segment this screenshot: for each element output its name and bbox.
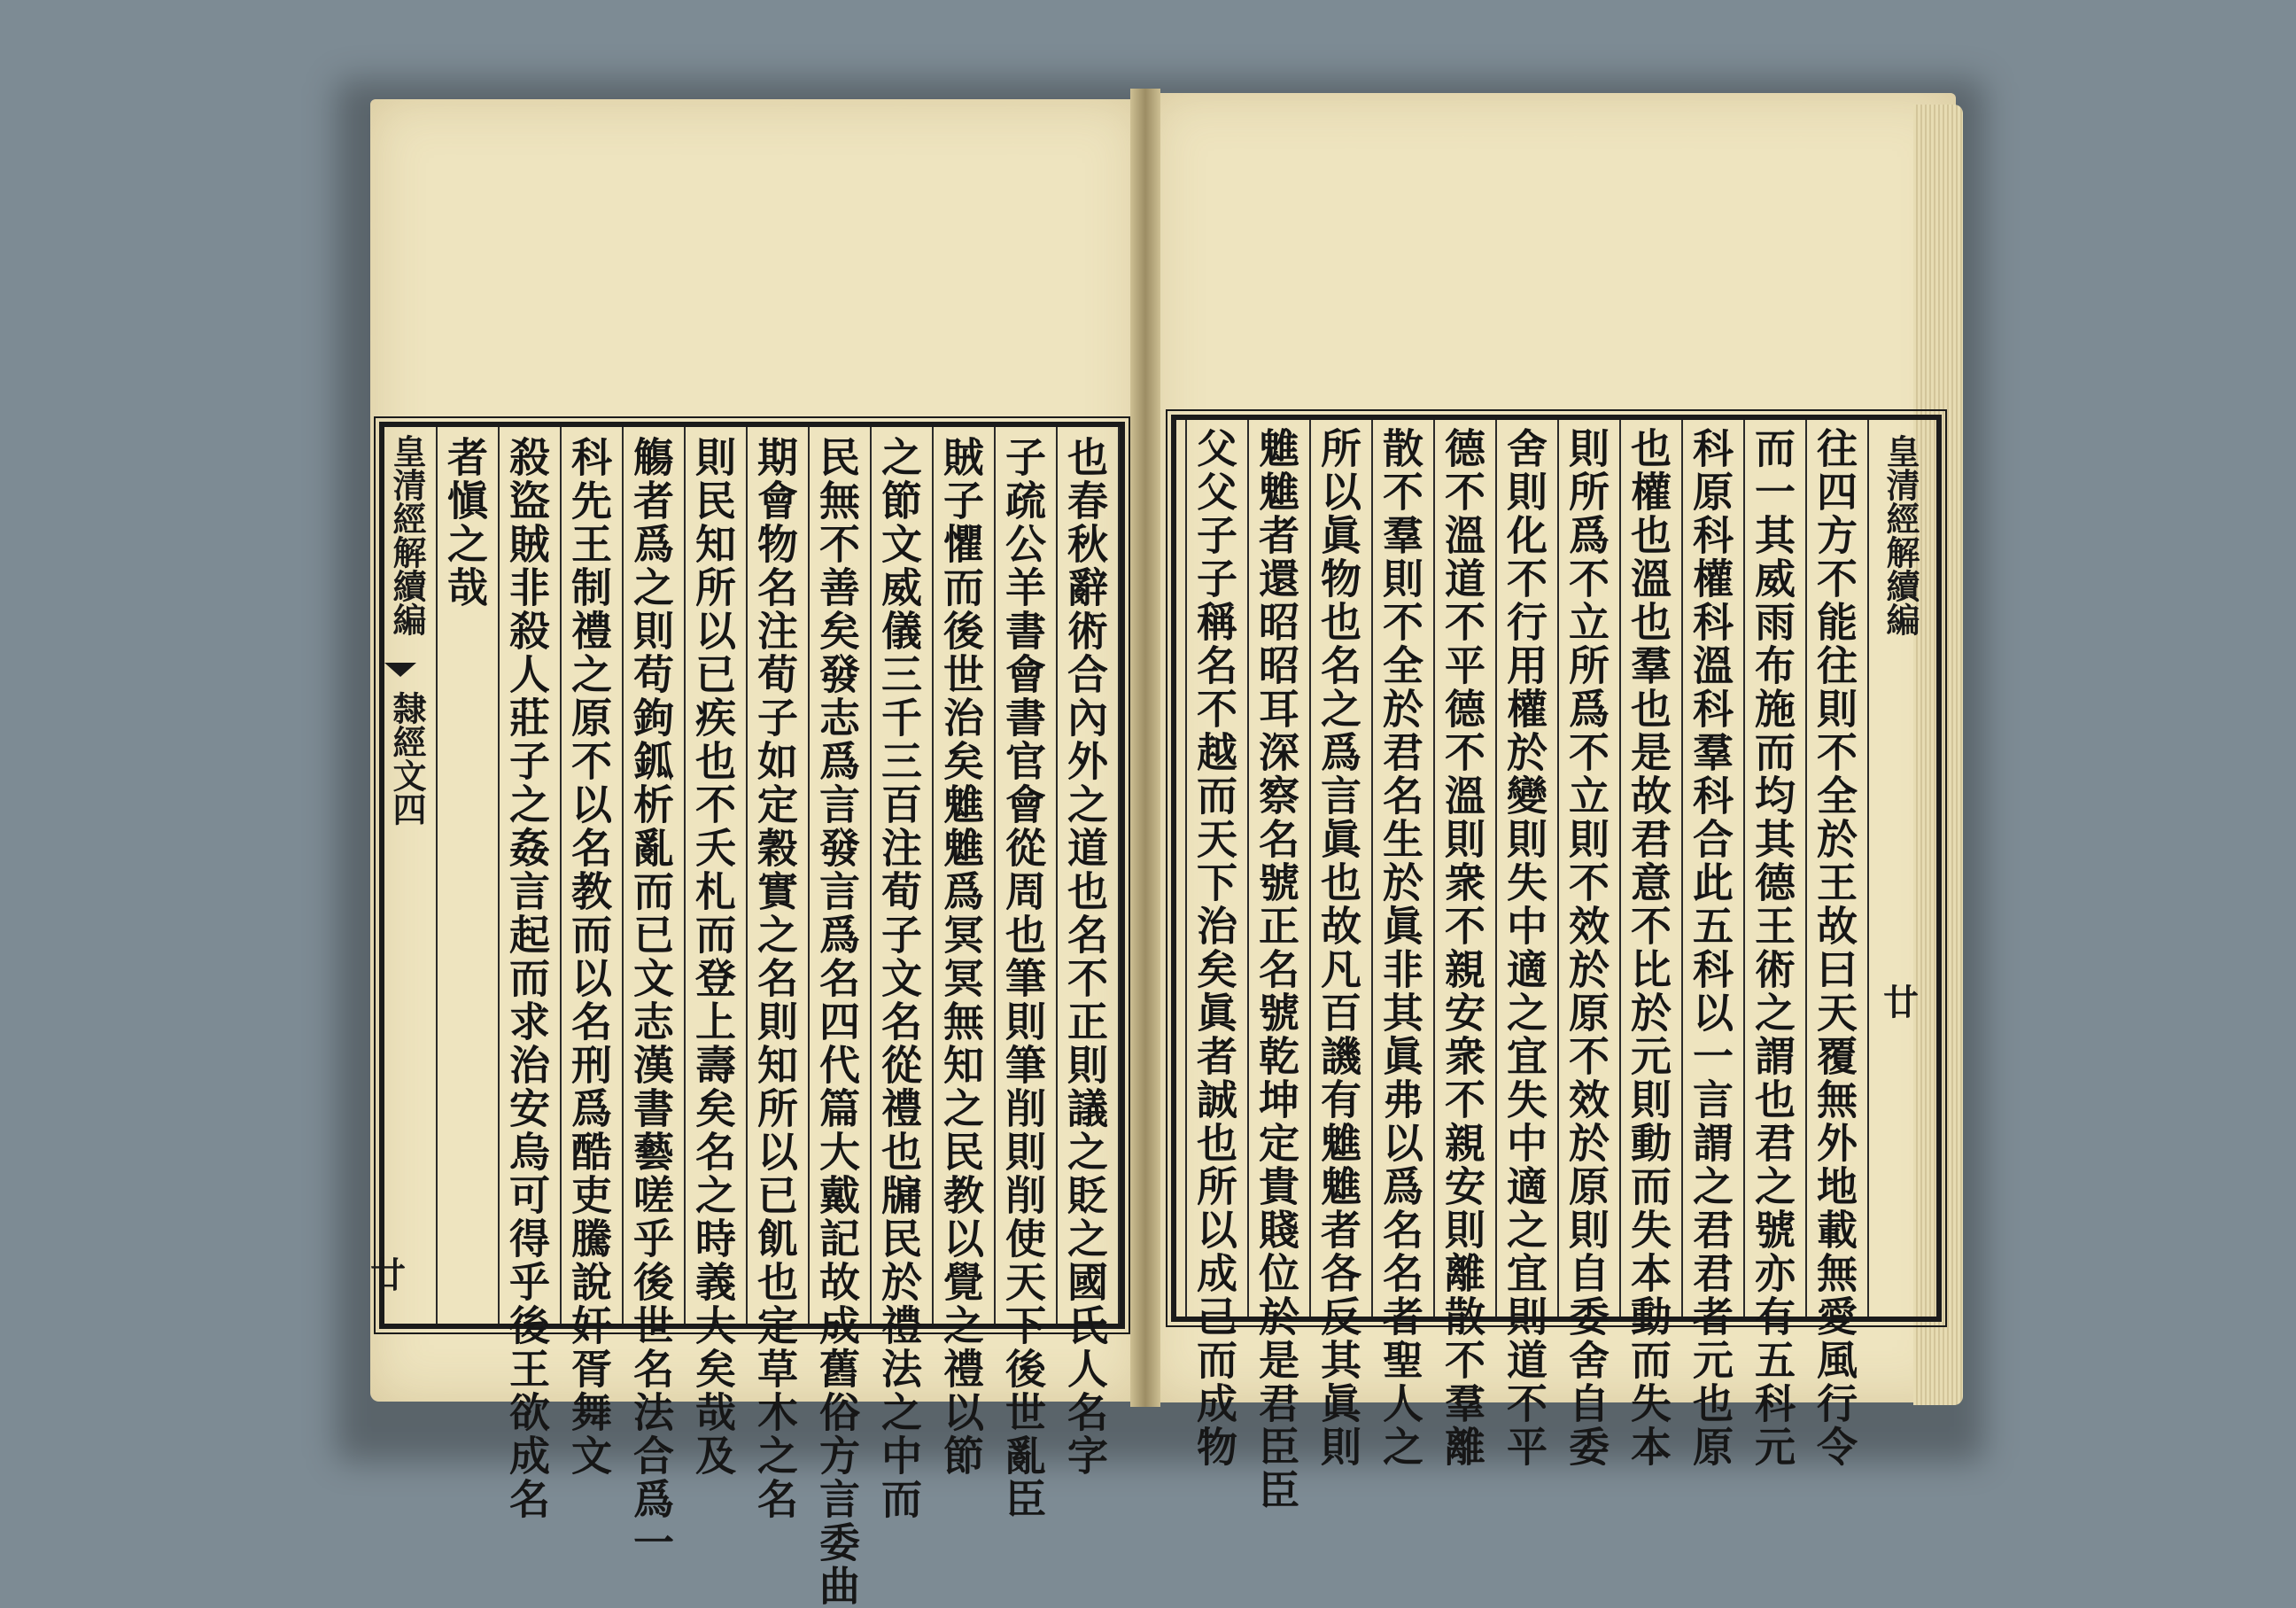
left-column-rule xyxy=(622,427,624,1324)
right-column-10: 魋魋者還昭昭耳深察名號正名號乾坤定貴賤位於是君臣臣 xyxy=(1253,427,1300,1512)
left-column-4: 之節文威儀三千三百注荀子文名從禮也牖民於禮法之中而 xyxy=(875,436,923,1521)
left-column-rule xyxy=(994,427,996,1324)
right-column-rule xyxy=(1681,420,1683,1317)
right-column-rule xyxy=(1309,420,1311,1317)
left-fold-number: 廿 xyxy=(370,1255,406,1296)
right-column-2: 而一其威雨布施而均其德王術之謂也君之號亦有五科元 xyxy=(1749,427,1796,1469)
right-column-rule xyxy=(1247,420,1249,1317)
left-column-rule xyxy=(746,427,748,1324)
right-margin-title: 皇清經解續編 xyxy=(1881,434,1920,636)
right-column-rule xyxy=(1867,420,1869,1317)
left-column-rule xyxy=(684,427,686,1324)
right-column-rule xyxy=(1371,420,1373,1317)
left-column-9: 科先王制禮之原不以名教而以名刑爲酷吏騰說奸胥舞文 xyxy=(565,436,613,1478)
left-column-rule xyxy=(1056,427,1058,1324)
left-column-rule xyxy=(1118,427,1120,1324)
left-column-8: 觴者爲之則苟鉤鈲析亂而已文志漢書藝嗟乎後世名法合爲一 xyxy=(627,436,675,1565)
left-column-5: 民無不善矣發志爲言發言爲名四代篇大戴記故成舊俗方言委曲 xyxy=(813,436,861,1608)
right-column-rule xyxy=(1433,420,1435,1317)
right-column-rule xyxy=(1743,420,1745,1317)
left-column-7: 則民知所以已疾也不夭札而登上壽矣名之時義大矣哉及 xyxy=(689,436,737,1478)
right-column-1: 往四方不能往則不全於王故曰天覆無外地載無愛風行令 xyxy=(1811,427,1858,1469)
right-column-7: 德不溫道不平德不溫則衆不親安衆不親安則離散不羣離 xyxy=(1439,427,1486,1469)
right-fold-number: 廿 xyxy=(1883,982,1919,1023)
left-column-1: 也春秋辭術合內外之道也名不正則議之貶之國氏人名字 xyxy=(1061,436,1109,1478)
left-column-11: 者愼之哉 xyxy=(441,436,489,610)
left-column-rule xyxy=(932,427,934,1324)
book-gutter xyxy=(1130,89,1160,1407)
right-column-rule xyxy=(1619,420,1621,1317)
right-column-rule xyxy=(1805,420,1807,1317)
right-column-4: 也權也溫也羣也是故君意不比於元則動而失本動而失本 xyxy=(1625,427,1672,1469)
left-margin-title: 皇清經解續編 xyxy=(387,434,427,636)
left-column-3: 賊子懼而後世治矣魋魋爲冥冥無知之民教以覺之禮以節 xyxy=(937,436,985,1478)
left-column-rule xyxy=(808,427,810,1324)
right-column-11: 父父子子稱名不越而天下治矣眞者誠也所以成己而成物 xyxy=(1191,427,1238,1469)
right-column-6: 舍則化不行用權於變則失中適之宜失中適之宜則道不平 xyxy=(1501,427,1548,1469)
right-column-9: 所以眞物也名之爲言眞也故凡百譏有魋魋者各反其眞則 xyxy=(1315,427,1362,1469)
left-column-rule xyxy=(498,427,500,1324)
left-margin-section: 隸經文四 xyxy=(387,691,427,826)
left-column-rule xyxy=(436,427,438,1324)
left-column-2: 子疏公羊書會書官會從周也筆則筆削則削使天下後世亂臣 xyxy=(999,436,1047,1521)
left-column-rule xyxy=(560,427,562,1324)
right-column-8: 散不羣則不全於君名生於眞非其眞弗以爲名名者聖人之 xyxy=(1377,427,1424,1469)
left-column-rule xyxy=(870,427,872,1324)
left-column-10: 殺盜賊非殺人莊子之姦言起而求治安烏可得乎後王欲成名 xyxy=(503,436,551,1521)
right-column-rule xyxy=(1557,420,1559,1317)
left-column-6: 期會物名注荀子如定穀實之名則知所以已飢也定草木之名 xyxy=(751,436,799,1521)
right-column-rule xyxy=(1495,420,1497,1317)
right-column-rule xyxy=(1185,420,1187,1317)
fishtail-mark xyxy=(384,663,416,677)
right-column-5: 則所爲不立所爲不立則不效於原不效於原則自委舍自委 xyxy=(1563,427,1610,1469)
right-column-3: 科原科權科溫科羣科合此五科以一言謂之君君者元也原 xyxy=(1687,427,1734,1469)
